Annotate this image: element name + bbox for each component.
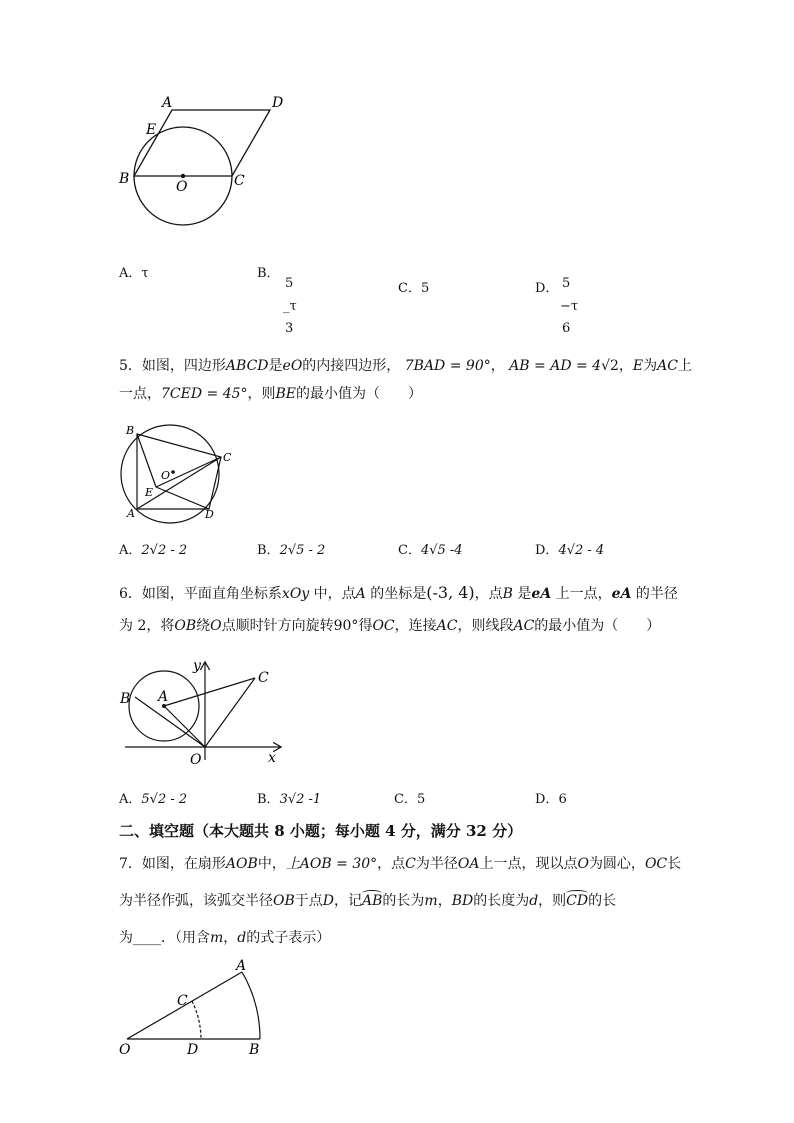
q4-option-d-den: 6 (562, 321, 571, 336)
q5-center-dot (171, 470, 175, 474)
q4-option-b-den: 3 (285, 321, 294, 336)
q4-option-c-value: 5 (420, 281, 430, 296)
q4-label-b: B (119, 171, 130, 187)
arc-cd: CD (566, 893, 589, 909)
q7-label-o: O (119, 1042, 131, 1058)
q5-label-b: B (126, 424, 135, 437)
q4-figure (110, 90, 310, 240)
q6-label-a: A (158, 689, 169, 705)
q4-label-c: C (234, 173, 245, 189)
q7-line1: 7．如图，在扇形AOB中，上AOB = 30°，点C为半径OA上一点，现以点O为圆心，OC长 (119, 856, 682, 872)
section-2-title: 二、填空题（本大题共 8 小题；每小题 4 分，满分 32 分） (119, 822, 523, 840)
q5-label-e: E (145, 486, 154, 499)
q7-label-b: B (249, 1042, 260, 1058)
q4-option-d-sym: −τ (560, 299, 579, 314)
q7-arc-cd-dashed (192, 1001, 201, 1039)
q7-arc-ab (242, 972, 260, 1039)
q5-option-d[interactable]: D．4√2 - 4 (535, 543, 605, 558)
q6-figure (115, 655, 290, 770)
q6-label-y: y (193, 658, 201, 674)
q5-line1: 5．如图，四边形ABCD是eO的内接四边形， 7BAD = 90°， AB = AD = 4√2，E为AC上 (119, 358, 692, 374)
q5-option-c[interactable]: C．4√5 -4 (398, 543, 463, 558)
q5-segment-be (137, 434, 156, 487)
q4-option-a-value: τ (141, 266, 149, 281)
q6-segment-oc (205, 678, 255, 747)
q4-parallelogram (134, 110, 270, 176)
q6-label-c: C (258, 670, 269, 686)
q4-option-c[interactable] (398, 277, 429, 296)
q4-label-e: E (146, 122, 157, 138)
q7-label-d: D (187, 1042, 199, 1058)
q4-center-dot (181, 174, 185, 178)
q6-line1: 6．如图，平面直角坐标系xOy 中，点A 的坐标是(-3, 4)，点B 是eA 上一点，eA 的半径 (119, 583, 678, 602)
q7-label-c: C (177, 993, 188, 1009)
q4-option-d-letter[interactable]: D． (535, 281, 559, 296)
q4-option-d-num: 5 (562, 276, 571, 291)
q5-label-d: D (205, 508, 214, 521)
q6-label-b: B (120, 691, 131, 707)
arc-ab: AB (362, 893, 383, 909)
q7-answer-blank[interactable]: ____ (133, 930, 161, 946)
q6-line2: 为 2，将OB绕O点顺时针方向旋转90°得OC，连接AC，则线段AC的最小值为（ ） (119, 618, 661, 634)
q4-option-a[interactable] (119, 262, 149, 281)
q6-segment-ac (164, 678, 255, 706)
q5-diagonal-ac (137, 457, 221, 509)
q5-option-a[interactable]: A．2√2 - 2 (119, 543, 188, 558)
q6-label-o: O (190, 752, 202, 768)
q4-label-o: O (176, 179, 188, 195)
q7-line3: 为____．（用含m，d的式子表示） (119, 930, 331, 946)
q5-label-c: C (223, 451, 232, 464)
q5-label-o: O (161, 469, 171, 482)
q4-option-b-sym: _τ (283, 299, 297, 314)
q5-line2: 一点，7CED = 45°，则BE的最小值为（ ） (119, 386, 423, 402)
q7-line2: 为半径作弧，该弧交半径OB于点D，记AB的长为m，BD的长度为d，则CD的长 (119, 893, 617, 909)
q4-option-a-letter: A． (119, 266, 142, 281)
q4-option-c-letter: C． (398, 281, 421, 296)
q5-option-b[interactable]: B．2√5 - 2 (257, 543, 326, 558)
q4-label-d: D (272, 95, 284, 111)
q6-option-a[interactable]: A．5√2 - 2 (119, 792, 188, 807)
q6-option-b[interactable]: B．3√2 -1 (257, 792, 322, 807)
q4-option-b-letter[interactable]: B． (257, 266, 280, 281)
q5-label-a: A (127, 507, 135, 520)
q7-figure (115, 955, 275, 1065)
q7-label-a: A (236, 958, 247, 974)
q6-option-c[interactable]: C．5 (394, 792, 426, 807)
q6-option-d[interactable]: D．6 (535, 792, 567, 807)
q4-label-a: A (162, 95, 173, 111)
q6-label-x: x (268, 750, 276, 766)
q5-segment-ed (156, 487, 209, 509)
q5-figure (115, 420, 245, 525)
q4-option-b-num: 5 (285, 276, 294, 291)
